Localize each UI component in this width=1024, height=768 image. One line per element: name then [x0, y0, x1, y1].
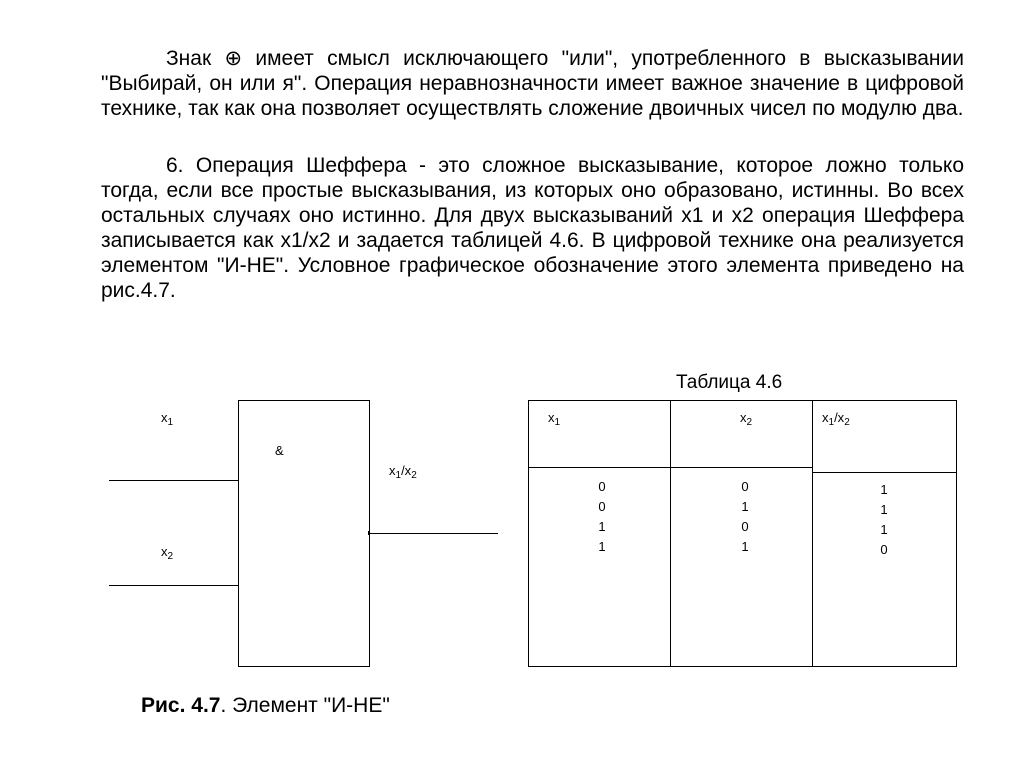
header-divider-3 — [812, 472, 956, 473]
cell-x2: 1 — [741, 499, 749, 514]
input-x2-label: $x_2$ — [161, 544, 174, 562]
column-divider-2 — [812, 400, 813, 666]
cell-x2: 0 — [741, 519, 749, 534]
input-x1-line — [109, 480, 238, 481]
cell-result: 1 — [880, 502, 888, 517]
paragraph-xor-meaning: Знак ⊕ имеет смысл исключающего "или", употребленного в высказывании "Выбирай, он или я". Операция неравнозначности имеет важное значение в цифровой технике, так как она позволяет осуществлять сложение двоичных чисел по модулю два. — [101, 47, 964, 120]
header-divider-2 — [670, 467, 812, 468]
cell-result: 0 — [880, 542, 888, 557]
output-label: $x_1/x_2$ — [389, 463, 417, 481]
column-result-values — [874, 480, 894, 560]
cell-result: 1 — [880, 522, 888, 537]
header-x1-nand-x2: $x_1/x_2$ — [822, 410, 850, 428]
input-x2-line — [109, 585, 238, 586]
gate-symbol: & — [275, 443, 284, 458]
nand-gate-box — [238, 400, 370, 667]
header-x2: $x_2$ — [740, 410, 753, 428]
output-line — [369, 533, 498, 534]
column-x1-values — [592, 477, 612, 557]
column-x2-values — [735, 477, 755, 557]
figure-caption: Рис. 4.7. Элемент "И-НЕ" — [141, 694, 390, 717]
output-inversion-mark — [368, 531, 369, 535]
input-x1-label: $x_1$ — [161, 410, 174, 428]
column-divider-1 — [670, 400, 671, 666]
cell-result: 1 — [880, 482, 888, 497]
cell-x2: 1 — [741, 539, 749, 554]
cell-x1: 0 — [598, 499, 606, 514]
cell-x1: 1 — [598, 539, 606, 554]
header-divider-1 — [528, 467, 670, 468]
table-title: Таблица 4.6 — [676, 372, 783, 393]
cell-x1: 1 — [598, 519, 606, 534]
header-x1: $x_1$ — [548, 410, 561, 428]
paragraph-sheffer-operation: 6. Операция Шеффера - это сложное высказывание, которое ложно только тогда, если все простые высказывания, из которых оно образовано, истинны. Во всех остальных случаях оно истинно. Для двух высказываний х1 и х2 операция Шеффера записывается как х1/х2 и задается таблицей 4.6. В цифровой технике она реализуется элементом "И-НЕ". Условное графическое обозначение этого элемента приведено на рис.4.7. — [101, 154, 964, 302]
cell-x1: 0 — [598, 479, 606, 494]
cell-x2: 0 — [741, 479, 749, 494]
